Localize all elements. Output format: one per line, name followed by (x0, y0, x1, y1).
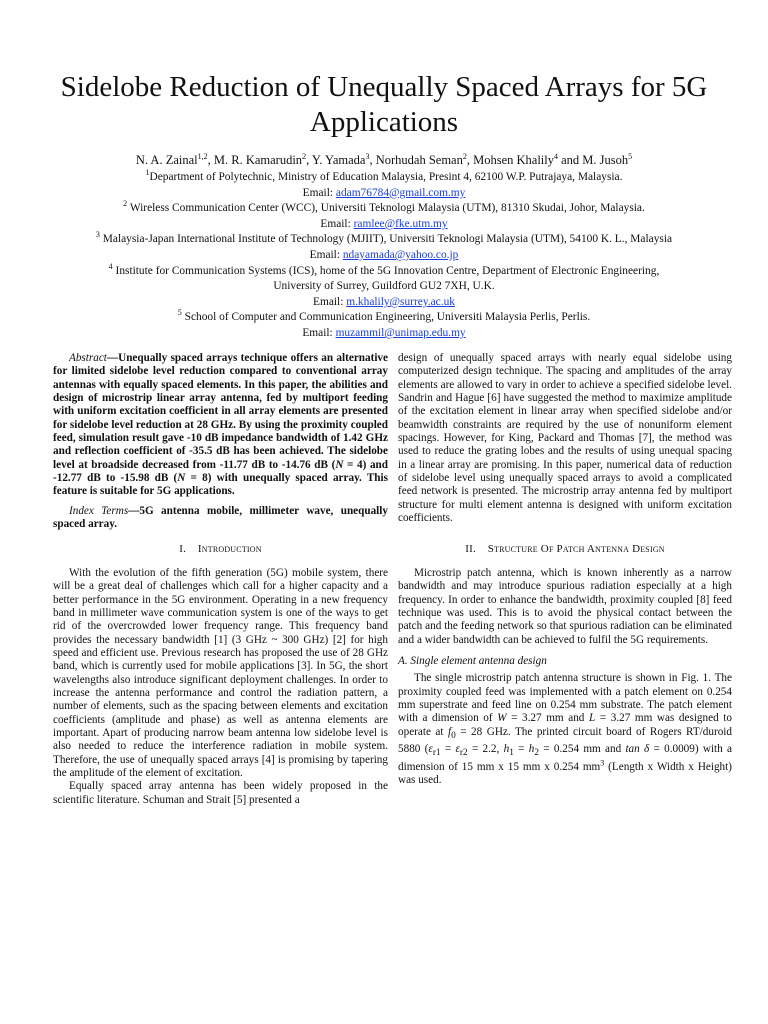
affiliation-2-email (30, 217, 738, 233)
author-affil-sup: 4 (554, 151, 558, 161)
author-affil-sup: 3 (365, 151, 370, 161)
abstract-var: N (177, 472, 186, 485)
author-name: and M. Jusoh (558, 153, 629, 167)
left-column (53, 352, 388, 807)
math-sub: 2 (534, 748, 540, 759)
affiliation-3-email (30, 248, 738, 264)
section-heading (398, 543, 732, 556)
text-run: = 2.2, (467, 743, 504, 756)
text-run: (Length x Width x Height) was used. (398, 760, 732, 787)
author-affil-sup: 2 (462, 151, 467, 161)
affiliation-text: Department of Polytechnic, Ministry of Education Malaysia, Presint 4, 62100 W.P. Putrajaya, Malaysia. (149, 171, 623, 183)
math-var: tan δ (625, 743, 650, 756)
affiliation-text: School of Computer and Communication Engineering, Universiti Malaysia Perlis, Perlis. (181, 311, 591, 324)
section-number: I. (179, 543, 187, 556)
affiliation-list (30, 170, 738, 342)
text-run: The single microstrip patch antenna structure is shown in Fig. 1. The proximity coupled feed was implemented with a patch element on 0.254 mm superstrate and feed line on 0.254 mm substrate. The patch element with a dimension of (398, 672, 732, 725)
body-paragraph: Equally spaced array antenna has been widely proposed in the scientific literature. Schuman and Strait [5] presented a (53, 780, 388, 806)
text-run: = (440, 743, 456, 756)
email-label: Email: (302, 326, 336, 339)
author-affil-sup: 2 (302, 151, 307, 161)
abstract-lead: Abstract (69, 352, 107, 364)
math-var: h (528, 743, 535, 756)
abstract-text: —Unequally spaced arrays technique offers an alternative for limited sidelobe level reduction compared to conventional array antennas with equally spaced elements. In this paper, the abilities and design of microstrip linear array antenna, fed by multiport feeding with uniform excitation coefficient in all array elements are presented for sidelobe level reduction at 28 GHz. By using the proximity coupled feed, simulation result gave -10 dB impedance bandwidth of 1.42 GHz and reflection coefficient of -35.5 dB has been achieved. The sidelobe level at broadside decreased from -11.77 dB to -14.76 dB ( (53, 352, 388, 471)
math-var: L (588, 712, 596, 725)
author-list (40, 152, 728, 168)
index-terms (53, 505, 388, 532)
math-var: W (497, 712, 507, 725)
text-run: = 3.27 mm and (506, 712, 589, 725)
subsection-heading: A. Single element antenna design (398, 654, 547, 667)
affiliation-sup: 2 (123, 199, 128, 209)
author-name: , Norhudah Seman (369, 153, 463, 167)
affiliation-1 (30, 170, 738, 186)
abstract-text: = 4) and -12.77 dB to -15.98 dB ( (53, 458, 388, 485)
affiliation-5-email (30, 326, 738, 342)
email-label: Email: (302, 186, 336, 199)
affiliation-5 (30, 310, 738, 326)
affiliation-sup: 1 (145, 168, 150, 178)
abstract-var: N (335, 458, 344, 471)
author-affil-sup: 5 (628, 151, 633, 161)
text-run: = 28 GHz. The printed circuit board of Rogers RT/duroid 5880 ( (398, 725, 732, 756)
affiliation-text: Institute for Communication Systems (ICS), home of the 5G Innovation Centre, Department of Electronic Engineering, (112, 264, 660, 277)
math-sub: r2 (459, 748, 468, 759)
index-terms-text: —5G antenna mobile, millimeter wave, unequally spaced array. (53, 504, 388, 531)
email-label: Email: (313, 295, 347, 308)
email-link[interactable]: muzammil@unimap.edu.my (335, 326, 466, 339)
section-title: Structure Of Patch Antenna Design (487, 543, 665, 556)
text-run: = 0.0009) with a dimension of 15 mm x 15 mm x 0.254 mm (398, 743, 733, 773)
abstract (53, 352, 388, 499)
abstract-text: = 8) with unequally spaced array. This feature is suitable for 5G applications. (53, 472, 388, 498)
affiliation-sup: 3 (95, 230, 100, 240)
body-paragraph (398, 672, 732, 787)
text-run: = (513, 743, 529, 756)
index-terms-lead: Index Terms (69, 504, 129, 517)
email-link[interactable]: m.khalily@surrey.ac.uk (346, 295, 455, 308)
text-run: = 3.27 mm was designed to operate at (398, 712, 732, 738)
email-link[interactable]: ndayamada@yahoo.co.jp (342, 248, 459, 261)
author-name: , Mohsen Khalily (466, 153, 554, 167)
math-sub: 1 (509, 748, 514, 759)
text-run: = 0.254 mm and (539, 743, 626, 756)
affiliation-1-email (30, 186, 738, 202)
affiliation-2 (30, 201, 738, 217)
body-paragraph: Microstrip patch antenna, which is known inherently as a narrow bandwidth and may introduce spurious radiation especially at a high frequency. In order to enhance the bandwidth, proximity coupled [8] feed technique was used. This is to avoid the physical contact between the patch and the feeding network so that spurious radiation can be eliminated and a wider bandwidth can be achieved to fulfil the 5G requirements. (398, 566, 732, 646)
affiliation-4-email (30, 295, 738, 311)
email-link[interactable]: ramlee@fke.utm.my (353, 217, 448, 230)
math-var: ε (455, 743, 460, 756)
math-var: h (503, 743, 510, 756)
email-label: Email: (320, 217, 354, 230)
math-var: f (447, 725, 452, 738)
author-name: N. A. Zainal (135, 153, 198, 167)
body-paragraph: design of unequally spaced arrays with nearly equal sidelobe using computerized design technique. The spacing and amplitudes of the array elements are allowed to vary in order to achieve a specified sidelobe level. Sandrin and Hague [6] have suggested the method to maximize amplitude of the excitation element in linear array when specified sidelobe and/or beamwidth constraints are required by the use of nonuniform element spacings. However, for King, Packard and Thomas [7], the method was used to reduce the grating lobes and the results of using unequal spacing in a linear array are promising. In this paper, numerical data of reduction of sidelobe level using unequally spaced arrays to avoid a complicated feed network is presented. The microstrip array antenna fed by multiport structure for multi element antenna is designed with uniform excitation coefficients. (398, 352, 732, 525)
email-link[interactable]: adam76784@gmail.com.my (335, 186, 466, 199)
section-heading (53, 543, 388, 556)
section-number: II. (465, 543, 476, 556)
affiliation-sup: 4 (108, 261, 113, 271)
right-column (398, 352, 732, 787)
affiliation-4 (30, 261, 738, 280)
paper-title: Sidelobe Reduction of Unequally Spaced Arrays for 5G Applications (60, 71, 708, 138)
affiliation-4-line2: University of Surrey, Guildford GU2 7XH, U.K. (273, 280, 495, 293)
affiliation-sup: 5 (177, 308, 182, 318)
math-sup: 3 (600, 758, 605, 768)
affiliation-text: Wireless Communication Center (WCC), Universiti Teknologi Malaysia (UTM), 81310 Skudai, Johor, Malaysia. (127, 202, 645, 215)
section-title: Introduction (197, 543, 262, 556)
author-name: , Y. Yamada (306, 153, 366, 167)
affiliation-3 (30, 232, 738, 248)
author-name: , M. R. Kamarudin (207, 153, 303, 167)
math-sub: 0 (451, 730, 456, 741)
affiliation-text: Malaysia-Japan International Institute of Technology (MJIIT), Universiti Teknologi Malaysia (UTM), 54100 K. L., Malaysia (99, 233, 673, 246)
math-sub: r1 (432, 748, 441, 759)
author-affil-sup: 1,2 (197, 151, 208, 161)
body-paragraph: With the evolution of the fifth generation (5G) mobile system, there will be a great deal of challenges which call for a higher capacity and a better performance in the 5G environment. Operating in a new frequency band in millimeter wave communication system is one of the ways to get rid of the overcrowded lower frequency range. This frequency band provides the necessary bandwidth [1] (3 GHz ~ 300 GHz) [2] for high speed and efficient use. Previous research has proposed the use of 28 GHz band, which is currently used for mobile applications [3]. In 5G, the short wavelengths also introduce significant deployment challenges. In order to increase the antenna performance and control the radiation pattern, a number of elements, such as the spacing between elements and excitation coefficients (amplitude and phase) as well as antenna elements are important. Apart of producing narrow beam antenna low sidelobe level is also needed to reduce the interference radiation in mobile system. Therefore, the use of unequally spaced arrays [4] is promising by tapering the amplitude of the element of excitation. (53, 566, 388, 779)
email-label: Email: (309, 248, 343, 261)
math-var: ε (428, 743, 433, 756)
